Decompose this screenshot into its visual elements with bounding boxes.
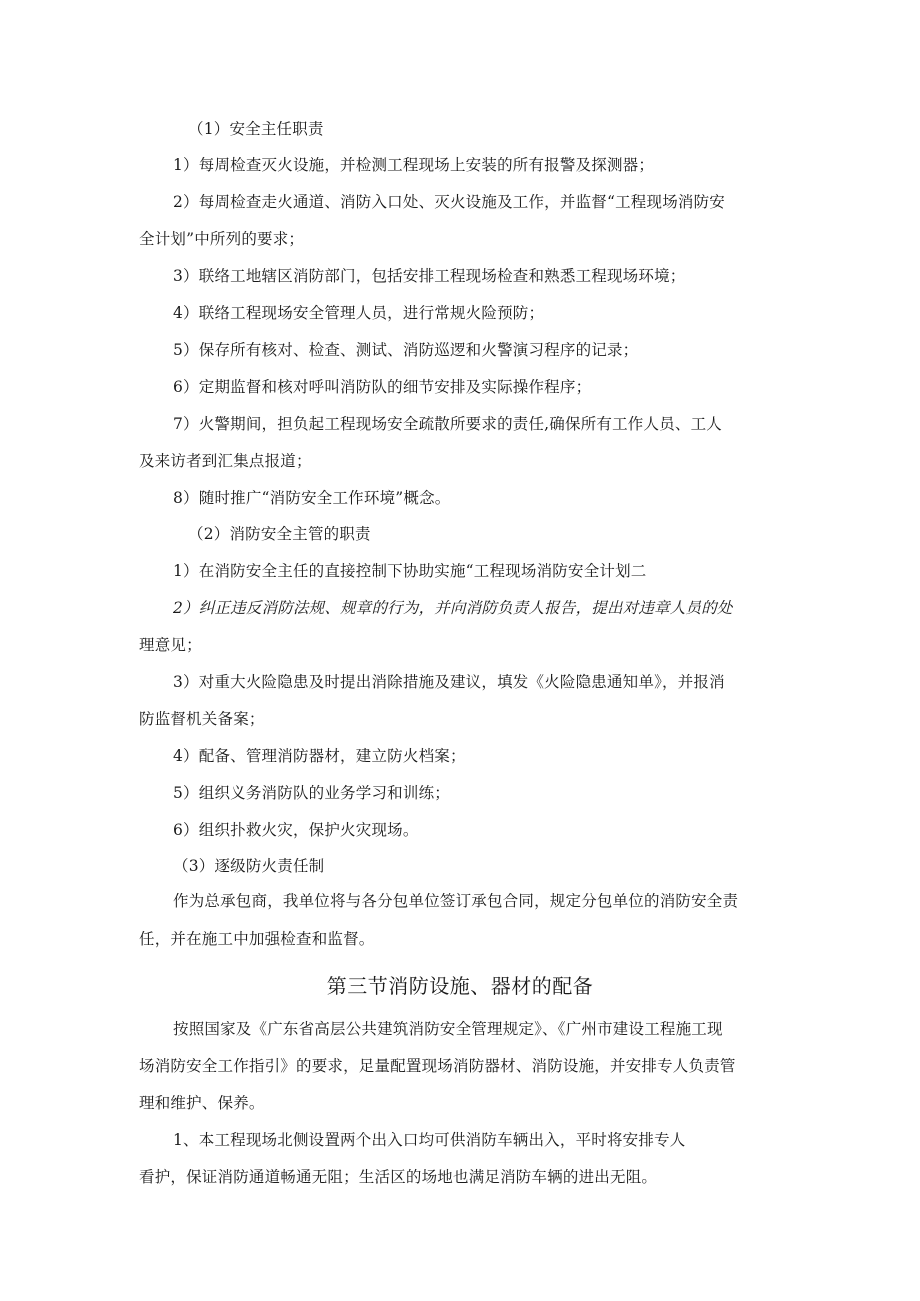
subsection-2-title: （2）消防安全主管的职责 [188, 525, 371, 543]
subsection-3-title: （3）逐级防火责任制 [173, 857, 325, 875]
provision-para-line-1: 按照国家及《广东省高层公共建筑消防安全管理规定》、《广州市建设工程施工现 [173, 1020, 723, 1038]
section-heading: 第三节消防设施、器材的配备 [326, 974, 594, 998]
provision-para-line-2: 场消防安全工作指引》的要求，足量配置现场消防器材、消防设施，并安排专人负责管 [139, 1057, 736, 1075]
supervisor-item-3-line-2: 防监督机关备案； [139, 710, 265, 728]
duty-item-1: 1）每周检查灭火设施，并检测工程现场上安装的所有报警及探测器； [173, 156, 655, 174]
duty-item-7-line-1: 7）火警期间，担负起工程现场安全疏散所要求的责任,确保所有工作人员、工人 [173, 415, 722, 433]
duty-item-4: 4）联络工程现场安全管理人员，进行常规火险预防； [173, 304, 545, 322]
access-para-line-1: 1、本工程现场北侧设置两个出入口均可供消防车辆出入，平时将安排专人 [173, 1131, 686, 1149]
supervisor-item-4: 4）配备、管理消防器材，建立防火档案； [173, 747, 466, 765]
supervisor-item-6: 6）组织扑救火灾，保护火灾现场。 [173, 821, 419, 839]
duty-item-2-line-1: 2）每周检查走火通道、消防入口处、灭火设施及工作，并监督“工程现场消防安 [173, 193, 725, 211]
responsibility-para-line-2: 任，并在施工中加强检查和监督。 [139, 930, 375, 948]
supervisor-item-2-line-2: 理意见； [139, 636, 202, 654]
duty-item-7-line-2: 及来访者到汇集点报道； [139, 452, 312, 470]
supervisor-item-1: 1）在消防安全主任的直接控制下协助实施“工程现场消防安全计划二 [173, 562, 647, 580]
supervisor-item-2-line-1: 2）纠正违反消防法规、规章的行为，并向消防负责人报告，提出对违章人员的处 [173, 599, 733, 617]
supervisor-item-5: 5）组织义务消防队的业务学习和训练； [173, 784, 450, 802]
access-para-line-2: 看护，保证消防通道畅通无阻；生活区的场地也满足消防车辆的进出无阻。 [139, 1168, 658, 1186]
duty-item-6: 6）定期监督和核对呼叫消防队的细节安排及实际操作程序； [173, 378, 592, 396]
duty-item-2-line-2: 全计划”中所列的要求； [139, 230, 305, 248]
duty-item-8: 8）随时推广“消防安全工作环境”概念。 [173, 489, 451, 507]
supervisor-item-3-line-1: 3）对重大火险隐患及时提出消除措施及建议，填发《火险隐患通知单》，并报消 [173, 673, 725, 691]
responsibility-para-line-1: 作为总承包商，我单位将与各分包单位签订承包合同，规定分包单位的消防安全责 [173, 892, 739, 910]
subsection-1-title: （1）安全主任职责 [188, 120, 324, 138]
duty-item-3: 3）联络工地辖区消防部门，包括安排工程现场检查和熟悉工程现场环境； [173, 267, 686, 285]
duty-item-5: 5）保存所有核对、检查、测试、消防巡逻和火警演习程序的记录； [173, 341, 639, 359]
provision-para-line-3: 理和维护、保养。 [139, 1094, 265, 1112]
